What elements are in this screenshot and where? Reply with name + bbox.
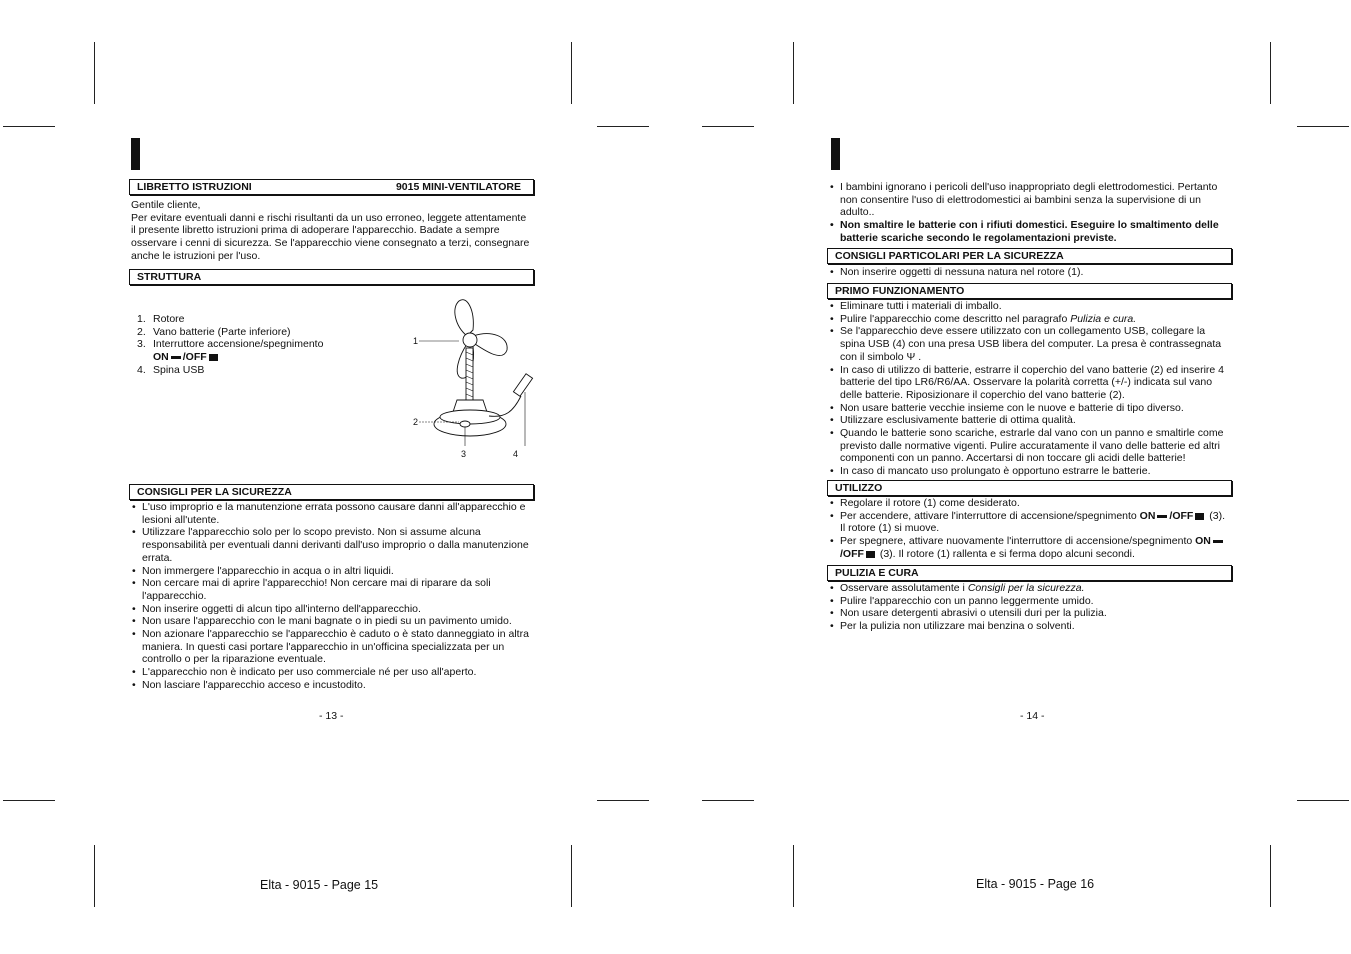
item-number: 3. <box>137 338 146 351</box>
section-heading-first-use <box>827 283 1232 299</box>
fan-blade <box>455 300 473 336</box>
list-item: • Non smaltire le batterie con i rifiuti domestici. Eseguire lo smaltimento delle batterie scariche secondo le regolamentazioni previste. <box>829 219 1229 244</box>
item-text: Per accendere, attivare l'interruttore di accensione/spegnimento <box>840 509 1140 522</box>
list-item <box>829 325 1229 363</box>
crop-mark <box>3 126 55 127</box>
figure-label-4: 4 <box>513 449 519 459</box>
list-item: • Non cercare mai di aprire l'apparecchio! Non cercare mai di riparare da soli l'apparecchio. <box>131 577 531 602</box>
list-item: • Non inserire oggetti di nessuna natura nel rotore (1). <box>829 266 1229 279</box>
section-heading-safety <box>129 484 534 500</box>
crop-mark <box>94 42 95 104</box>
cleaning-list <box>829 582 1229 633</box>
crop-mark <box>94 845 95 907</box>
item-text: Vano batterie (Parte inferiore) <box>153 325 291 338</box>
item-text: Pulire l'apparecchio come descritto nel paragrafo <box>840 312 1071 325</box>
language-marker <box>831 138 840 170</box>
item-number: 4. <box>137 363 146 376</box>
first-use-list <box>829 300 1229 478</box>
item-text: . <box>915 350 922 363</box>
list-item: • L'uso improprio e la manutenzione errata possono causare danni all'apparecchio e lesioni all'utente. <box>131 501 531 526</box>
fan-hub <box>463 333 477 347</box>
heading-label: UTILIZZO <box>835 482 883 494</box>
crop-mark <box>1297 800 1349 801</box>
heading-label: STRUTTURA <box>137 271 202 283</box>
language-marker <box>131 138 140 170</box>
list-item: • Quando le batterie sono scariche, estrarle dal vano con un panno e smaltirle come previsto dalle normative vigenti. Pulire accuratamente il vano delle batterie ed altri componenti con un panno. Accertarsi di non toccare gli acidi delle batterie! <box>829 427 1229 465</box>
crop-mark <box>571 42 572 104</box>
list-item: • Eliminare tutti i materiali di imballo. <box>829 300 1229 313</box>
list-item: • L'apparecchio non è indicato per uso commerciale né per uso all'aperto. <box>131 666 531 679</box>
list-item: • Non azionare l'apparecchio se l'apparecchio è caduto o è stato danneggiato in altra maniera. In questi casi portare l'apparecchio in un'officina specializzata per un controllo o per la riparazione eventuale. <box>131 628 531 666</box>
crop-mark <box>1270 42 1271 104</box>
list-item: • Non inserire oggetti di alcun tipo all'interno dell'apparecchio. <box>131 603 531 616</box>
switch-off-label: /OFF <box>840 547 864 560</box>
crop-mark <box>597 800 649 801</box>
list-item <box>829 510 1229 535</box>
list-item: • Non usare detergenti abrasivi o utensili duri per la pulizia. <box>829 607 1229 620</box>
item-text: (3). Il rotore (1) rallenta e si ferma dopo alcuni secondi. <box>876 547 1135 560</box>
switch-on-icon <box>171 356 181 359</box>
page-number: - 14 - <box>1020 710 1045 722</box>
crop-mark <box>3 800 55 801</box>
page-footer: Elta - 9015 - Page 16 <box>976 877 1095 891</box>
italic-reference: Pulizia e cura. <box>1070 312 1137 325</box>
switch-on-label: ON <box>1195 535 1211 548</box>
list-item: • Non usare l'apparecchio con le mani bagnate o in piedi su un pavimento umido. <box>131 615 531 628</box>
item-text: Se l'apparecchio deve essere utilizzato con un collegamento USB, collegare la spina USB (4) con una presa USB libera del computer. La presa è contrassegnata con il simbolo <box>840 325 1222 363</box>
page-number: - 13 - <box>319 710 344 722</box>
crop-mark <box>1297 126 1349 127</box>
figure-label-2: 2 <box>413 417 419 427</box>
power-switch <box>460 421 470 427</box>
switch-on-icon <box>1213 540 1223 543</box>
crop-mark <box>597 126 649 127</box>
item-text: (3). Il rotore (1) si muove. <box>840 509 1226 535</box>
greeting: Gentile cliente, <box>131 199 201 211</box>
list-item <box>829 313 1229 326</box>
crop-mark <box>793 845 794 907</box>
switch-off-label: /OFF <box>182 351 207 364</box>
crop-mark <box>793 42 794 104</box>
structure-list <box>131 313 351 377</box>
item-text: Spina USB <box>153 363 205 376</box>
intro-paragraph: Per evitare eventuali danni e rischi risultanti da un uso erroneo, leggete attentamente il presente libretto istruzioni prima di adoperare l'apparecchio. Badate a sempre osservare i cenni di sicurezza. Se l'apparecchio viene consegnato a terzi, consegnare anche le istruzioni per l'uso. <box>131 211 530 262</box>
fan-diagram <box>409 296 534 466</box>
usb-symbol-icon: Ψ <box>906 350 916 363</box>
section-heading-cleaning <box>827 565 1232 581</box>
switch-off-icon <box>866 551 875 558</box>
switch-off-icon <box>1195 513 1204 520</box>
section-heading-special-safety <box>827 248 1232 264</box>
list-item: • Per la pulizia non utilizzare mai benzina o solventi. <box>829 620 1229 633</box>
crop-mark <box>571 845 572 907</box>
heading-label: CONSIGLI PER LA SICUREZZA <box>137 486 292 498</box>
section-heading-usage <box>827 480 1232 496</box>
list-item <box>131 326 351 339</box>
switch-on-label: ON <box>153 351 169 364</box>
list-item: • Non immergere l'apparecchio in acqua o in altri liquidi. <box>131 565 531 578</box>
list-item: • Utilizzare esclusivamente batterie di ottima qualità. <box>829 414 1229 427</box>
list-item: • Non usare batterie vecchie insieme con le nuove e batterie di tipo diverso. <box>829 402 1229 415</box>
item-text: Rotore <box>153 313 185 325</box>
model-name: 9015 MINI-VENTILATORE <box>395 181 521 193</box>
heading-label: PRIMO FUNZIONAMENTO <box>835 285 965 297</box>
top-list <box>829 181 1229 245</box>
switch-on-label: ON <box>1139 509 1156 522</box>
list-item: • In caso di utilizzo di batterie, estrarre il coperchio del vano batterie (2) ed inserire 4 batterie del tipo LR6/R6/AA. Osservare la polarità corretta (+/-) indicata sul vano delle batterie. Riposizionare il coperchio del vano batterie (2). <box>829 364 1229 402</box>
list-item: • Pulire l'apparecchio con un panno leggermente umido. <box>829 595 1229 608</box>
item-text: Interruttore accensione/spegnimento <box>153 338 324 351</box>
list-item: • In caso di mancato uso prolungato è opportuno estrarre le batterie. <box>829 465 1229 478</box>
figure-label-1: 1 <box>413 336 419 346</box>
usb-plug <box>513 374 532 397</box>
manual-header <box>129 179 534 195</box>
switch-on-icon <box>1157 515 1167 518</box>
fan-neck <box>466 348 473 400</box>
safety-list <box>131 501 531 692</box>
list-item <box>829 582 1229 595</box>
heading-label: PULIZIA E CURA <box>835 567 919 579</box>
crop-mark <box>1270 845 1271 907</box>
item-text: Osservare assolutamente i <box>840 582 968 594</box>
special-safety-list <box>829 266 1229 279</box>
switch-off-label: /OFF <box>1169 509 1194 522</box>
manual-title: LIBRETTO ISTRUZIONI <box>137 181 252 193</box>
usage-list <box>829 497 1229 561</box>
list-item: • I bambini ignorano i pericoli dell'uso inappropriato degli elettrodomestici. Pertanto non consentire l'uso di elettrodomestici ai bambini senza la supervisione di un adulto.. <box>829 181 1229 219</box>
list-item <box>131 364 351 377</box>
list-item <box>131 313 351 326</box>
figure-label-3: 3 <box>461 449 467 459</box>
fan-blade <box>473 334 507 356</box>
intro-text <box>131 199 531 263</box>
list-item <box>829 535 1229 560</box>
crop-mark <box>702 126 754 127</box>
list-item <box>131 338 351 363</box>
crop-mark <box>702 800 754 801</box>
list-item: • Utilizzare l'apparecchio solo per lo scopo previsto. Non si assume alcuna responsabilità per eventuali danni derivanti dall'uso improprio o dalla manutenzione errata. <box>131 526 531 564</box>
item-number: 2. <box>137 325 146 338</box>
page-footer: Elta - 9015 - Page 15 <box>260 878 379 892</box>
list-item: • Non lasciare l'apparecchio acceso e incustodito. <box>131 679 531 692</box>
item-number: 1. <box>137 313 146 325</box>
heading-label: CONSIGLI PARTICOLARI PER LA SICUREZZA <box>835 250 1064 262</box>
italic-reference: Consigli per la sicurezza. <box>967 582 1085 594</box>
item-text: Per spegnere, attivare nuovamente l'interruttore di accensione/spegnimento <box>840 535 1196 548</box>
list-item: • Regolare il rotore (1) come desiderato. <box>829 497 1229 510</box>
section-heading-structure <box>129 269 534 285</box>
switch-off-icon <box>209 354 218 361</box>
